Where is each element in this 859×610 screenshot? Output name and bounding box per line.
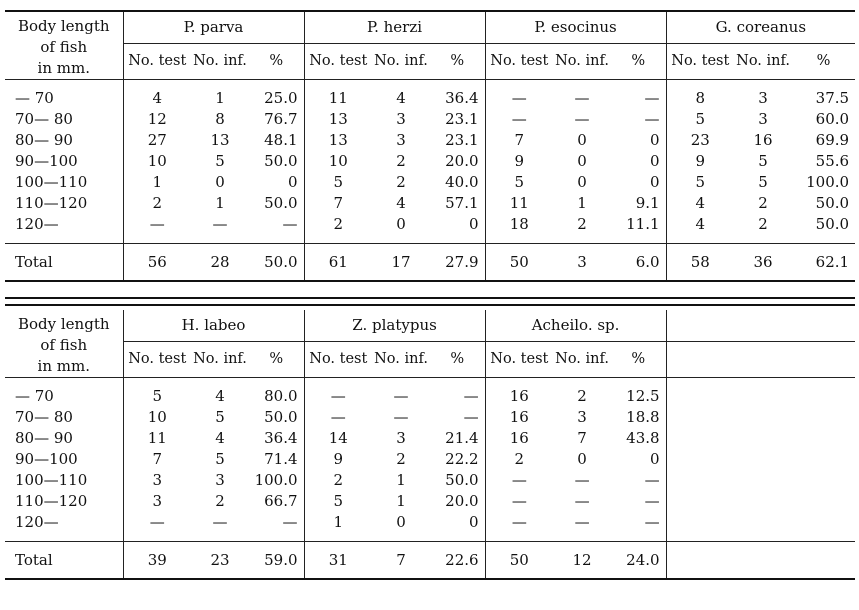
pct-cell xyxy=(792,378,855,408)
no-test-cell xyxy=(666,378,734,408)
no-inf-cell: 36 xyxy=(734,244,792,282)
no-inf-header: No. inf. xyxy=(553,341,611,377)
table-row xyxy=(5,172,855,193)
body-length-cell: — 70 xyxy=(15,89,54,107)
no-inf-header: No. inf. xyxy=(372,341,430,377)
no-test-cell: 3 xyxy=(123,470,191,491)
no-test-cell: 11 xyxy=(123,428,191,449)
no-test-cell: 10 xyxy=(123,407,191,428)
pct-cell xyxy=(792,449,855,470)
total-row xyxy=(5,542,855,580)
no-inf-cell: 5 xyxy=(215,152,225,170)
pct-cell xyxy=(792,470,855,491)
no-inf-cell: — xyxy=(574,110,590,128)
pct-cell: 69.9 xyxy=(815,131,850,149)
no-inf-cell: 5 xyxy=(758,152,768,170)
no-test-cell xyxy=(666,428,734,449)
no-test-cell: — xyxy=(485,512,553,542)
no-inf-cell: 4 xyxy=(396,194,406,212)
no-inf-cell: 3 xyxy=(396,110,406,128)
no-test-cell: 8 xyxy=(666,80,734,110)
body-length-cell: 100—110 xyxy=(15,173,88,191)
no-inf-cell: 0 xyxy=(577,450,587,468)
pct-cell: 36.4 xyxy=(445,89,479,107)
no-test-cell: 4 xyxy=(123,80,191,110)
no-test-cell: 4 xyxy=(666,193,734,214)
no-test-cell: 27 xyxy=(123,130,191,151)
no-inf-header: No. inf. xyxy=(191,341,249,377)
no-inf-cell: 3 xyxy=(215,471,225,489)
body-length-cell: 70— 80 xyxy=(15,110,73,128)
body-length-cell: 90—100 xyxy=(15,152,78,170)
pct-cell: 18.8 xyxy=(626,408,660,426)
pct-cell: — xyxy=(463,387,479,405)
no-test-cell xyxy=(666,512,734,542)
body-length-header: Body length of fish in mm. xyxy=(5,310,123,378)
body-length-cell: 80— 90 xyxy=(15,429,73,447)
table-row xyxy=(5,449,855,470)
pct-cell: 23.1 xyxy=(445,131,479,149)
pct-cell: 21.4 xyxy=(445,429,479,447)
no-test-cell: 16 xyxy=(485,407,553,428)
no-test-cell: 50 xyxy=(485,244,553,282)
table-row xyxy=(5,193,855,214)
no-inf-header: No. inf. xyxy=(734,43,792,79)
no-test-header: No. test xyxy=(123,43,191,79)
no-test-cell: 3 xyxy=(123,491,191,512)
no-inf-cell: 8 xyxy=(215,110,225,128)
no-test-cell: 39 xyxy=(123,542,191,580)
pct-cell: — xyxy=(644,110,660,128)
no-inf-cell: 4 xyxy=(215,429,225,447)
pct-cell xyxy=(792,407,855,428)
no-test-cell: — xyxy=(485,109,553,130)
pct-cell: 23.1 xyxy=(445,110,479,128)
no-inf-cell: 0 xyxy=(577,152,587,170)
pct-cell: 0 xyxy=(650,450,660,468)
no-test-cell: 5 xyxy=(666,172,734,193)
no-inf-cell: 2 xyxy=(396,450,406,468)
pct-cell: 60.0 xyxy=(815,110,850,128)
no-test-cell: 1 xyxy=(123,172,191,193)
body-length-cell: 80— 90 xyxy=(15,131,73,149)
pct-header: % xyxy=(249,341,304,377)
no-inf-cell: 7 xyxy=(577,429,587,447)
pct-cell xyxy=(792,542,855,580)
no-inf-cell: 2 xyxy=(396,152,406,170)
no-test-cell xyxy=(666,542,734,580)
no-inf-cell xyxy=(734,378,792,408)
no-inf-cell: 2 xyxy=(215,492,225,510)
table-1-body xyxy=(5,80,855,282)
no-test-cell: 18 xyxy=(485,214,553,244)
pct-cell: 50.0 xyxy=(264,194,298,212)
pct-cell: 20.0 xyxy=(445,492,479,510)
no-inf-cell: — xyxy=(574,471,590,489)
no-inf-cell: 2 xyxy=(577,215,587,233)
no-inf-cell: — xyxy=(574,492,590,510)
no-test-cell: 16 xyxy=(485,428,553,449)
no-test-cell: 2 xyxy=(485,449,553,470)
no-inf-cell: 3 xyxy=(577,408,587,426)
no-inf-cell: 5 xyxy=(215,450,225,468)
table-row xyxy=(5,378,855,408)
no-inf-cell: 17 xyxy=(372,244,430,282)
no-test-cell: 13 xyxy=(304,130,372,151)
no-inf-cell: — xyxy=(393,408,409,426)
no-test-cell: 5 xyxy=(304,172,372,193)
pct-header: % xyxy=(249,43,304,79)
no-test-cell: 5 xyxy=(123,378,191,408)
pct-cell: 0 xyxy=(650,131,660,149)
no-inf-cell xyxy=(734,449,792,470)
table-row xyxy=(5,512,855,542)
no-test-cell: 10 xyxy=(123,151,191,172)
body-length-cell: 70— 80 xyxy=(15,408,73,426)
table-2-body xyxy=(5,378,855,580)
no-inf-cell: 0 xyxy=(577,173,587,191)
no-test-header: No. test xyxy=(666,43,734,79)
body-length-cell: 90—100 xyxy=(15,450,78,468)
no-test-cell: 2 xyxy=(304,214,372,244)
no-inf-cell: — xyxy=(574,513,590,531)
table-row xyxy=(5,80,855,110)
no-test-cell: — xyxy=(304,407,372,428)
pct-cell: 55.6 xyxy=(815,152,850,170)
no-test-cell: 58 xyxy=(666,244,734,282)
no-test-cell: 16 xyxy=(485,378,553,408)
no-test-cell: 13 xyxy=(304,109,372,130)
no-test-cell: 4 xyxy=(666,214,734,244)
pct-cell: — xyxy=(282,513,298,531)
species-header: P. esocinus xyxy=(485,11,666,43)
pct-cell: 48.1 xyxy=(264,131,298,149)
pct-header: % xyxy=(611,43,666,79)
no-inf-cell: 3 xyxy=(396,131,406,149)
species-header: P. herzi xyxy=(304,11,485,43)
no-inf-cell: 0 xyxy=(396,513,406,531)
no-inf-cell: 0 xyxy=(577,131,587,149)
empty-subheader xyxy=(734,341,792,377)
no-inf-cell: 1 xyxy=(577,194,587,212)
no-inf-cell: — xyxy=(574,89,590,107)
no-inf-cell: 1 xyxy=(215,89,225,107)
pct-cell: 36.4 xyxy=(264,429,298,447)
pct-cell: 66.7 xyxy=(264,492,298,510)
pct-cell: 50.0 xyxy=(815,194,850,212)
no-inf-header: No. inf. xyxy=(191,43,249,79)
no-test-cell: 61 xyxy=(304,244,372,282)
species-header: Acheilo. sp. xyxy=(485,310,666,341)
pct-cell: 6.0 xyxy=(611,244,666,282)
no-inf-cell xyxy=(734,407,792,428)
total-label: Total xyxy=(5,542,123,580)
no-test-cell: 10 xyxy=(304,151,372,172)
pct-cell: 0 xyxy=(650,152,660,170)
pct-cell: — xyxy=(282,215,298,233)
no-test-cell: 7 xyxy=(485,130,553,151)
no-test-header: No. test xyxy=(304,43,372,79)
no-inf-cell: 3 xyxy=(396,429,406,447)
empty-species-header xyxy=(666,310,855,341)
no-test-cell: 14 xyxy=(304,428,372,449)
no-inf-cell xyxy=(734,470,792,491)
species-header: G. coreanus xyxy=(666,11,855,43)
no-test-cell: 7 xyxy=(304,193,372,214)
pct-cell: 24.0 xyxy=(611,542,666,580)
no-test-cell: 2 xyxy=(123,193,191,214)
no-test-cell xyxy=(666,407,734,428)
no-test-cell: 31 xyxy=(304,542,372,580)
no-test-cell: 9 xyxy=(666,151,734,172)
pct-cell xyxy=(792,491,855,512)
no-test-cell: 56 xyxy=(123,244,191,282)
no-test-cell: — xyxy=(304,378,372,408)
no-test-cell: 5 xyxy=(304,491,372,512)
no-test-cell: 11 xyxy=(485,193,553,214)
no-test-cell: — xyxy=(485,470,553,491)
no-test-cell: 50 xyxy=(485,542,553,580)
pct-cell: 50.0 xyxy=(815,215,850,233)
body-length-cell: — 70 xyxy=(15,387,54,405)
no-test-cell: — xyxy=(485,491,553,512)
pct-cell: 20.0 xyxy=(445,152,479,170)
no-inf-cell xyxy=(734,542,792,580)
pct-cell: — xyxy=(644,471,660,489)
table-row xyxy=(5,428,855,449)
no-test-header: No. test xyxy=(304,341,372,377)
body-length-header: Body length of fish in mm. xyxy=(5,11,123,80)
pct-cell: — xyxy=(463,408,479,426)
no-inf-cell: 2 xyxy=(577,387,587,405)
table-row xyxy=(5,491,855,512)
no-inf-header: No. inf. xyxy=(372,43,430,79)
no-test-cell: 11 xyxy=(304,80,372,110)
no-inf-cell: 2 xyxy=(758,215,768,233)
no-test-cell: — xyxy=(123,214,191,244)
no-inf-cell: 5 xyxy=(215,408,225,426)
no-inf-cell: 2 xyxy=(396,173,406,191)
body-length-cell: 110—120 xyxy=(15,194,88,212)
pct-cell: 43.8 xyxy=(626,429,660,447)
no-inf-cell: — xyxy=(212,215,228,233)
pct-cell: 57.1 xyxy=(445,194,479,212)
no-test-cell: 7 xyxy=(123,449,191,470)
pct-header: % xyxy=(792,43,855,79)
no-inf-cell: 0 xyxy=(396,215,406,233)
no-inf-cell: 4 xyxy=(215,387,225,405)
no-inf-cell: 12 xyxy=(553,542,611,580)
no-inf-cell: — xyxy=(393,387,409,405)
pct-cell: 25.0 xyxy=(264,89,298,107)
pct-cell: 22.6 xyxy=(430,542,485,580)
pct-cell: 50.0 xyxy=(249,244,304,282)
empty-subheader xyxy=(792,341,855,377)
pct-cell: — xyxy=(644,492,660,510)
pct-header: % xyxy=(430,43,485,79)
pct-cell: 76.7 xyxy=(264,110,298,128)
pct-cell xyxy=(792,512,855,542)
pct-cell: 80.0 xyxy=(264,387,298,405)
pct-cell: 50.0 xyxy=(264,408,298,426)
table-row xyxy=(5,130,855,151)
no-inf-cell: 3 xyxy=(758,89,768,107)
table-row xyxy=(5,470,855,491)
pct-cell: 59.0 xyxy=(249,542,304,580)
pct-cell: 40.0 xyxy=(445,173,479,191)
pct-header: % xyxy=(430,341,485,377)
species-header: P. parva xyxy=(123,11,304,43)
no-test-cell: 9 xyxy=(485,151,553,172)
infection-table-1 xyxy=(5,10,855,282)
no-test-cell: 23 xyxy=(666,130,734,151)
no-inf-cell: 0 xyxy=(215,173,225,191)
body-length-cell: 120— xyxy=(15,215,59,233)
total-label: Total xyxy=(5,244,123,282)
double-rule-divider xyxy=(5,297,855,306)
pct-cell: 22.2 xyxy=(445,450,479,468)
pct-cell: 9.1 xyxy=(635,194,660,212)
no-inf-cell: 4 xyxy=(396,89,406,107)
no-test-cell xyxy=(666,491,734,512)
no-test-cell: 5 xyxy=(666,109,734,130)
table-row xyxy=(5,109,855,130)
no-test-header: No. test xyxy=(123,341,191,377)
no-inf-cell: — xyxy=(212,513,228,531)
no-inf-cell: 1 xyxy=(215,194,225,212)
no-test-cell: 2 xyxy=(304,470,372,491)
table-row xyxy=(5,214,855,244)
pct-cell: 27.9 xyxy=(430,244,485,282)
no-test-cell: — xyxy=(123,512,191,542)
pct-cell: 100.0 xyxy=(806,173,850,191)
pct-cell: 50.0 xyxy=(264,152,298,170)
no-inf-cell: 3 xyxy=(553,244,611,282)
no-inf-cell: 13 xyxy=(210,131,230,149)
no-test-header: No. test xyxy=(485,43,553,79)
body-length-cell: 100—110 xyxy=(15,471,88,489)
pct-cell: — xyxy=(644,89,660,107)
table-row xyxy=(5,151,855,172)
no-test-cell xyxy=(666,449,734,470)
no-inf-cell: 3 xyxy=(758,110,768,128)
no-test-cell xyxy=(666,470,734,491)
pct-cell: 37.5 xyxy=(815,89,850,107)
pct-cell: 11.1 xyxy=(626,215,660,233)
body-length-cell: 120— xyxy=(15,513,59,531)
pct-cell: 71.4 xyxy=(264,450,298,468)
no-test-cell: 5 xyxy=(485,172,553,193)
pct-header: % xyxy=(611,341,666,377)
no-test-header: No. test xyxy=(485,341,553,377)
pct-cell: 0 xyxy=(650,173,660,191)
total-row xyxy=(5,244,855,282)
no-inf-cell: 1 xyxy=(396,492,406,510)
no-inf-cell: 1 xyxy=(396,471,406,489)
pct-cell: — xyxy=(644,513,660,531)
pct-cell: 0 xyxy=(469,513,479,531)
no-inf-cell: 5 xyxy=(758,173,768,191)
empty-subheader xyxy=(666,341,734,377)
pct-cell: 62.1 xyxy=(792,244,855,282)
table-row xyxy=(5,407,855,428)
no-inf-cell: 7 xyxy=(372,542,430,580)
no-test-cell: 1 xyxy=(304,512,372,542)
no-inf-cell xyxy=(734,512,792,542)
pct-cell: 0 xyxy=(287,173,298,191)
no-inf-header: No. inf. xyxy=(553,43,611,79)
infection-table-2 xyxy=(5,310,855,580)
no-test-cell: 12 xyxy=(123,109,191,130)
pct-cell: 0 xyxy=(468,215,479,233)
pct-cell: 50.0 xyxy=(445,471,479,489)
no-test-cell: — xyxy=(485,80,553,110)
no-inf-cell xyxy=(734,491,792,512)
no-inf-cell: 28 xyxy=(191,244,249,282)
no-test-cell: 9 xyxy=(304,449,372,470)
no-inf-cell: 2 xyxy=(758,194,768,212)
pct-cell: 12.5 xyxy=(626,387,660,405)
no-inf-cell: 23 xyxy=(191,542,249,580)
no-inf-cell: 16 xyxy=(753,131,773,149)
no-inf-cell xyxy=(734,428,792,449)
species-header: Z. platypus xyxy=(304,310,485,341)
body-length-cell: 110—120 xyxy=(15,492,88,510)
pct-cell: 100.0 xyxy=(254,471,298,489)
species-header: H. labeo xyxy=(123,310,304,341)
pct-cell xyxy=(792,428,855,449)
